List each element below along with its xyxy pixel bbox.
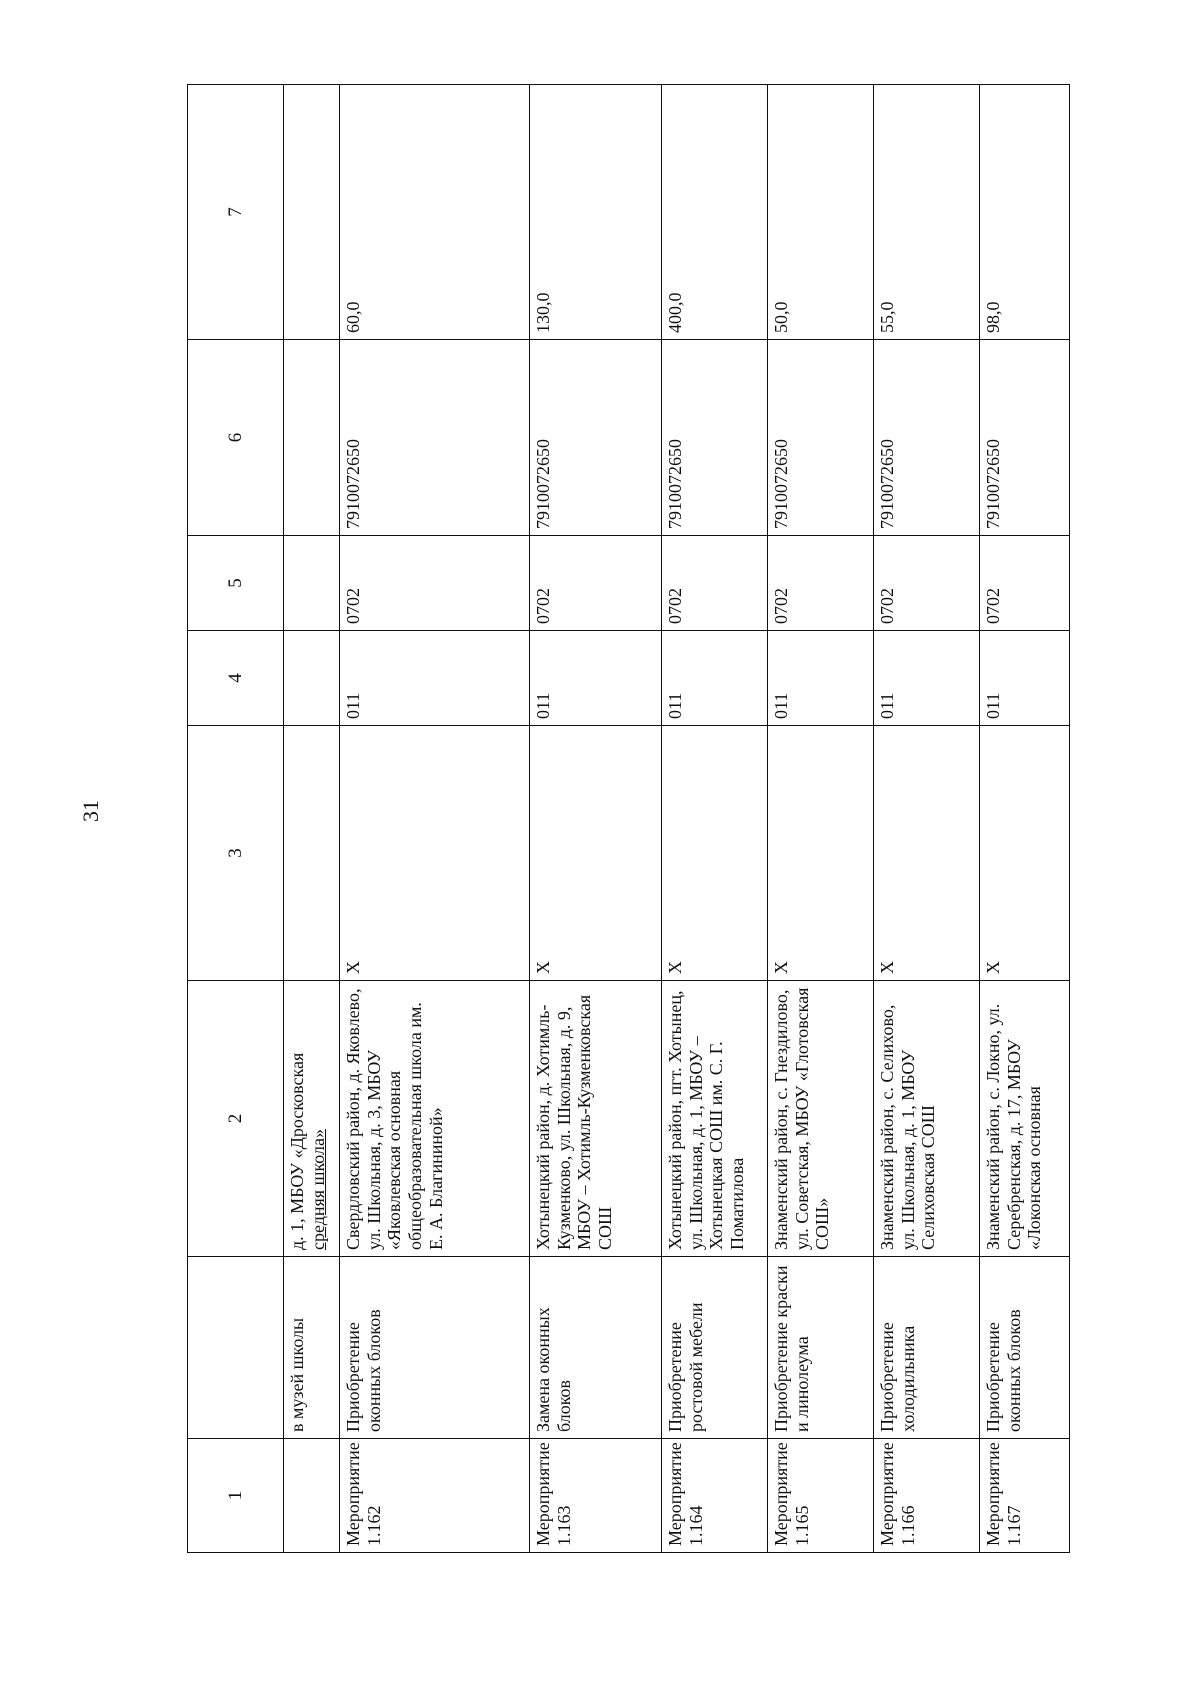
cell-section: 0702 [530,536,662,631]
cell-empty [284,536,340,631]
cell-event-name: Приобретение холодильника [874,1257,980,1439]
column-header: 4 [188,631,284,726]
cell-event-id: Мероприятие 1.167 [980,1439,1070,1553]
cell-event-name: Приобретение краски и линолеума [768,1257,874,1439]
cell-section: 0702 [874,536,980,631]
table-row [340,85,530,1553]
cell-event-id: Мероприятие 1.163 [530,1439,662,1553]
table-row [980,85,1070,1553]
cell-empty [284,631,340,726]
cell-x: X [662,726,768,981]
cell-amount: 130,0 [530,85,662,340]
cell-target: 7910072650 [662,340,768,536]
column-header: 7 [188,85,284,340]
cell-event-id: Мероприятие 1.166 [874,1439,980,1553]
cell-empty [284,85,340,340]
cell-event-name: Замена оконных блоков [530,1257,662,1439]
page-number: 31 [78,800,103,822]
cell-address: Знаменский район, с. Локно, ул. Серебренская, д. 17, МБОУ «Локонская основная [980,981,1070,1257]
cell-address: Знаменский район, с. Селихово, ул. Школьная, д. 1, МБОУ Селиховская СОШ [874,981,980,1257]
cell-code: 011 [662,631,768,726]
cell-empty [284,726,340,981]
cell-address: Хотынецкий район, пгт. Хотынец, ул. Школьная, д. 1, МБОУ – Хотынецкая СОШ им. С. Г. Поматилова [662,981,768,1257]
cell-amount: 60,0 [340,85,530,340]
cell-x: X [340,726,530,981]
cell-x: X [874,726,980,981]
table-row [530,85,662,1553]
cell-event-name: Приобретение оконных блоков [340,1257,530,1439]
cell-code: 011 [768,631,874,726]
cell-amount: 55,0 [874,85,980,340]
budget-table [187,84,1070,1553]
address-line: д. 1, МБОУ «Дросковская [287,1052,307,1250]
cell-event-name: Приобретение ростовой мебели [662,1257,768,1439]
cell-address: Хотынецкий район, д. Хотимль-Кузменково, ул. Школьная, д. 9, МБОУ – Хотимль-Кузменковская СОШ [530,981,662,1257]
column-header [188,1257,284,1439]
cell-event-id: Мероприятие 1.162 [340,1439,530,1553]
cell-event-id [284,1439,340,1553]
cell-event-id: Мероприятие 1.165 [768,1439,874,1553]
cell-x: X [768,726,874,981]
cell-code: 011 [874,631,980,726]
table-row [768,85,874,1553]
cell-target: 7910072650 [874,340,980,536]
cell-target: 7910072650 [340,340,530,536]
cell-code: 011 [530,631,662,726]
cell-address [284,981,340,1257]
cell-target: 7910072650 [530,340,662,536]
cell-empty [284,340,340,536]
cell-section: 0702 [340,536,530,631]
cell-event-id: Мероприятие 1.164 [662,1439,768,1553]
cell-address: Знаменский район, с. Гнездилово, ул. Советская, МБОУ «Глотовская СОШ» [768,981,874,1257]
cell-event-name: Приобретение оконных блоков [980,1257,1070,1439]
cell-amount: 400,0 [662,85,768,340]
column-header: 3 [188,726,284,981]
cell-target: 7910072650 [768,340,874,536]
cell-section: 0702 [662,536,768,631]
column-header: 1 [188,1439,284,1553]
cell-target: 7910072650 [980,340,1070,536]
cell-code: 011 [980,631,1070,726]
cell-address: Свердловский район, д. Яковлево, ул. Школьная, д. 3, МБОУ «Яковлевская основная общеобразовательная школа им. Е. А. Благининой» [340,981,530,1257]
cell-section: 0702 [980,536,1070,631]
cell-code: 011 [340,631,530,726]
cell-x: X [980,726,1070,981]
column-header: 5 [188,536,284,631]
cell-x: X [530,726,662,981]
cell-section: 0702 [768,536,874,631]
column-header: 2 [188,981,284,1257]
table-row-continuation [284,85,340,1553]
cell-amount: 50,0 [768,85,874,340]
table-row [662,85,768,1553]
table-header-row [188,85,284,1553]
cell-amount: 98,0 [980,85,1070,340]
address-line: средняя школа» [307,1128,328,1250]
cell-event-name: в музей школы [284,1257,340,1439]
table-row [874,85,980,1553]
column-header: 6 [188,340,284,536]
